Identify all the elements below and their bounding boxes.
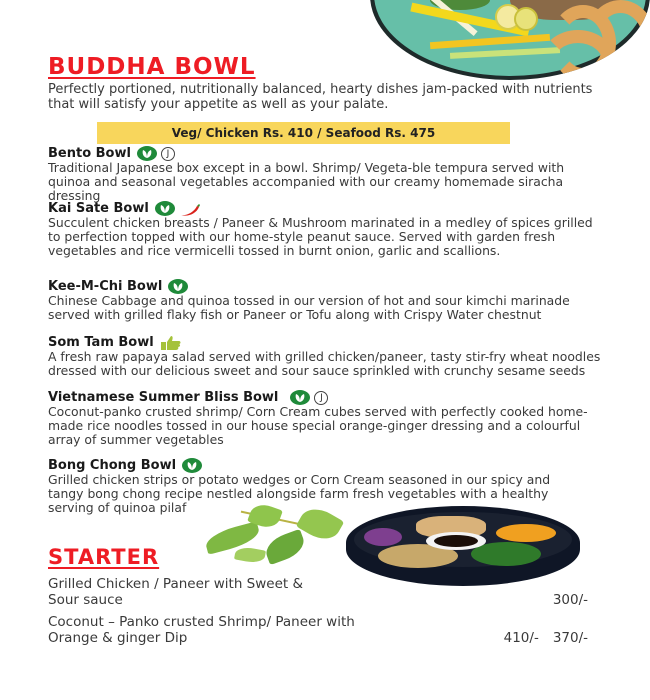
chili-icon: [179, 202, 201, 216]
starter-item-line1: Coconut – Panko crusted Shrimp/ Paneer with: [48, 614, 355, 630]
starter-price-veg: 370/-: [552, 629, 588, 646]
starter-item-line2: Sour sauce: [48, 591, 123, 608]
lemon-slice: [514, 7, 538, 31]
menu-item-kai-sate-bowl: [48, 201, 608, 259]
purple-cabbage: [364, 528, 402, 546]
section-intro: Perfectly portioned, nutritionally balanced, hearty dishes jam-packed with nutrients that will satisfy your appetite as well as your palate.: [48, 82, 593, 112]
section-title-buddha-bowl: BUDDHA BOWL: [48, 54, 256, 80]
item-name: Som Tam Bowl: [48, 335, 154, 350]
menu-item-som-tam-bowl: [48, 335, 608, 378]
menu-item-vietnamese-summer-bliss-bowl: [48, 390, 608, 448]
shrimp-bowl-photo: [370, 0, 650, 80]
price-banner: Veg/ Chicken Rs. 410 / Seafood Rs. 475: [97, 122, 510, 144]
basil-leaf: [262, 529, 308, 565]
starter-item: [48, 577, 588, 608]
peppers: [496, 524, 556, 542]
starter-item: [48, 615, 588, 646]
veg-icon: [290, 390, 310, 405]
jain-icon: J: [314, 391, 328, 405]
item-name: Kai Sate Bowl: [48, 201, 149, 216]
item-description: Succulent chicken breasts / Paneer & Mushroom marinated in a medley of spices grilled to perfection topped with our home-style peanut sauce. Served with garden fresh vegetables and rice vermicelli tossed in burnt onion, garlic and scallions.: [48, 215, 593, 259]
veg-icon: [182, 458, 202, 473]
item-name: Vietnamese Summer Bliss Bowl: [48, 390, 279, 405]
item-description: Traditional Japanese box except in a bowl. Shrimp/ Vegeta-ble tempura served with quinoa and seasonal vegetables accompanied with our creamy homemade siracha dressing: [48, 160, 565, 204]
item-name: Kee-M-Chi Bowl: [48, 279, 163, 294]
item-name: Bong Chong Bowl: [48, 458, 177, 473]
veg-icon: [168, 279, 188, 294]
starter-price-nonveg: 410/-: [503, 629, 539, 646]
jain-icon: J: [161, 147, 175, 161]
sauce: [434, 535, 478, 547]
starter-item-line2: Orange & ginger Dip: [48, 629, 188, 646]
item-description: A fresh raw papaya salad served with grilled chicken/paneer, tasty stir-fry wheat noodles dressed with our delicious sweet and sour sauce sprinkled with crunchy sesame seeds: [48, 349, 601, 379]
item-name: Bento Bowl: [48, 146, 131, 161]
menu-item-bong-chong-bowl: [48, 458, 608, 516]
veg-icon: [155, 201, 175, 216]
menu-item-kee-m-chi-bowl: [48, 279, 608, 322]
starter-item-line1: Grilled Chicken / Paneer with Sweet &: [48, 576, 303, 592]
starter-price: 300/-: [552, 591, 588, 608]
basil-leaf: [234, 546, 266, 565]
veg-icon: [137, 146, 157, 161]
bowl: [346, 506, 580, 586]
item-description: Chinese Cabbage and quinoa tossed in our version of hot and sour kimchi marinade served with grilled flaky fish or Paneer or Tofu along with Crispy Water chestnut: [48, 293, 570, 323]
item-description: Grilled chicken strips or potato wedges or Corn Cream seasoned in our spicy and tangy bong chong recipe nestled alongside farm fresh vegetables with a healthy serving of quinoa pilaf: [48, 472, 551, 516]
menu-item-bento-bowl: [48, 146, 608, 204]
item-description: Coconut-panko crusted shrimp/ Corn Cream cubes served with perfectly cooked home-made rice noodles tossed in our house special orange-ginger dressing and a colourful array of summer vegetables: [48, 404, 588, 448]
section-title-starter: STARTER: [48, 545, 160, 569]
